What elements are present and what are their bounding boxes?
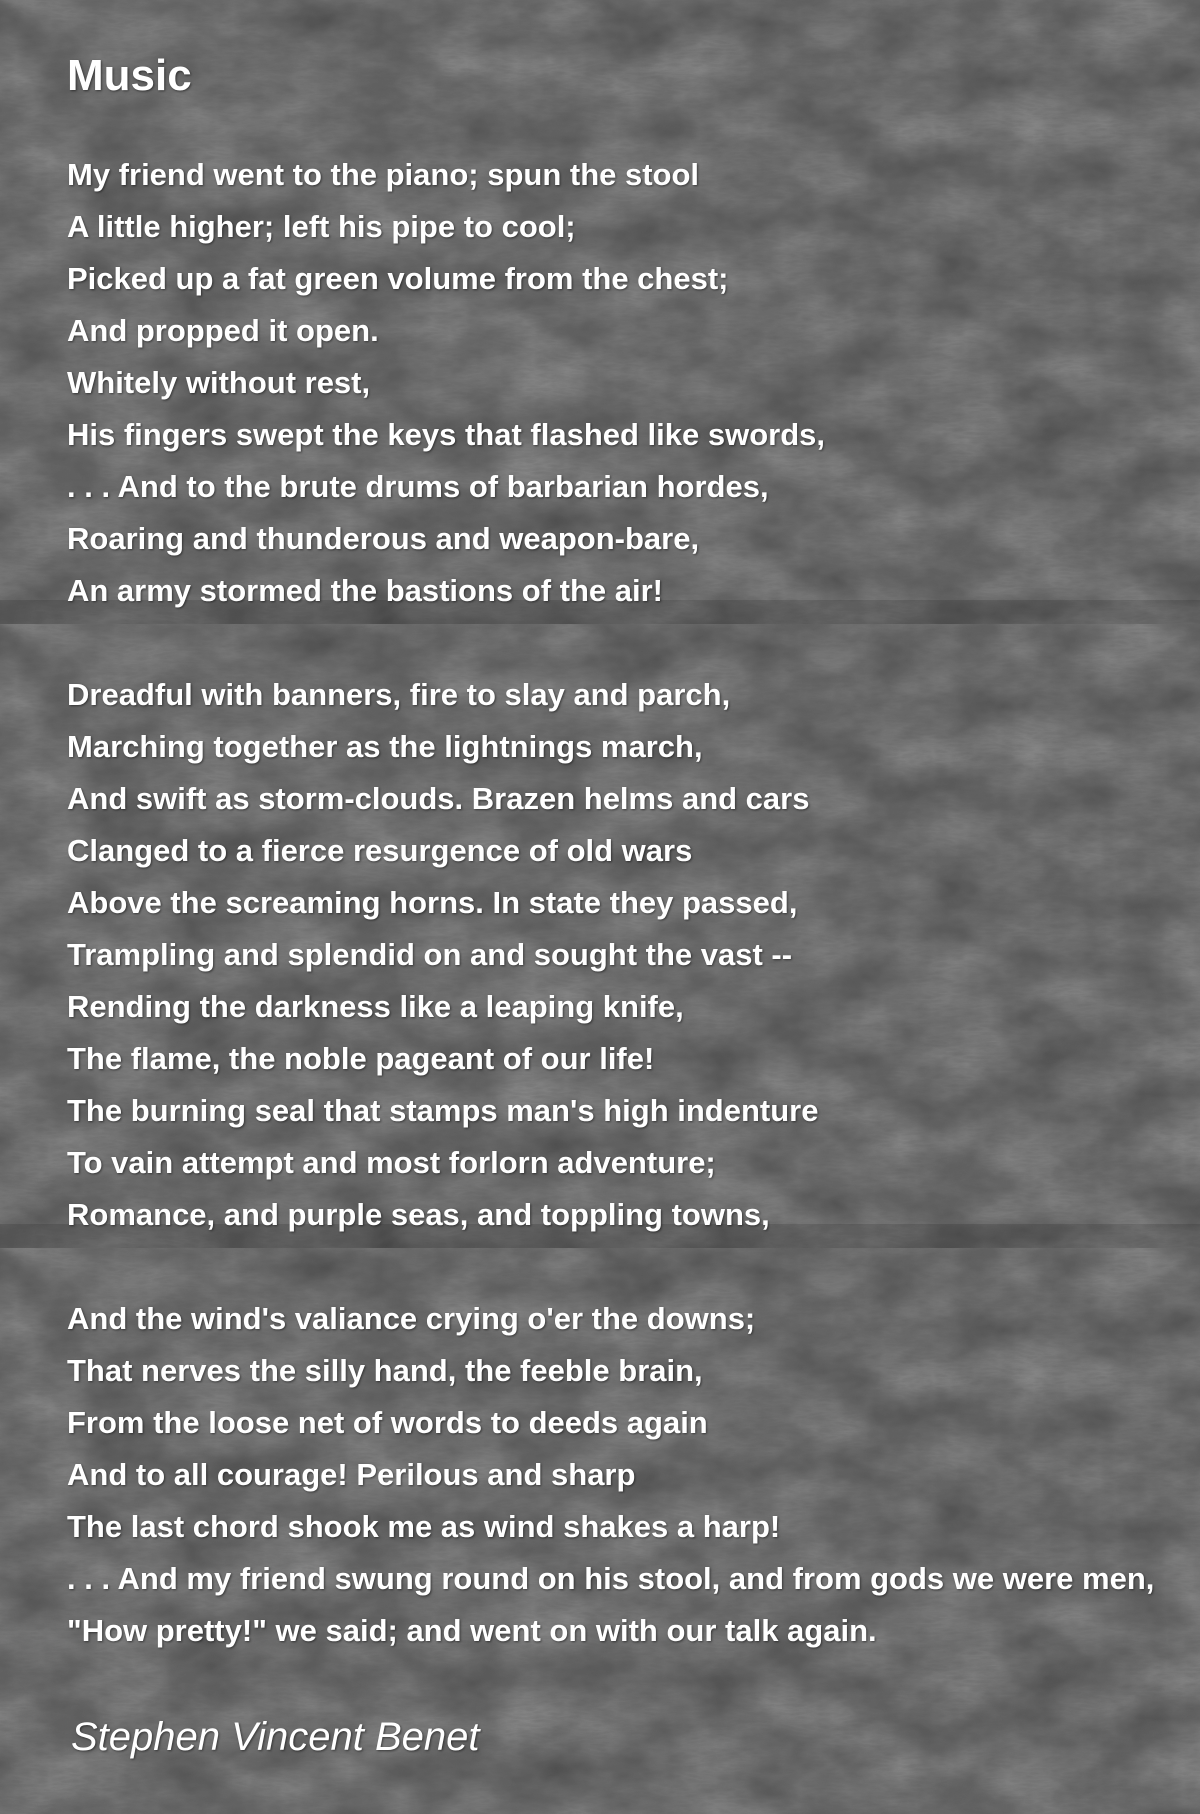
poem-line: From the loose net of words to deeds again [67,1405,708,1440]
poem-line: To vain attempt and most forlorn adventure; [67,1145,716,1180]
poem-line: . . . And my friend swung round on his stool, and from gods we were men, [67,1561,1155,1596]
poem-line: Rending the darkness like a leaping knife, [67,989,684,1024]
poem-line: That nerves the silly hand, the feeble brain, [67,1353,703,1388]
poem-title: Music [67,51,192,100]
poem-line: The flame, the noble pageant of our life! [67,1041,655,1076]
poem-line: Romance, and purple seas, and toppling towns, [67,1197,770,1232]
poem-author: Stephen Vincent Benet [71,1715,480,1759]
poem-line: My friend went to the piano; spun the stool [67,157,700,192]
poem-line: Marching together as the lightnings march, [67,729,703,764]
poem-line: Dreadful with banners, fire to slay and parch, [67,677,731,712]
poem-line: And to all courage! Perilous and sharp [67,1457,636,1492]
poem-line: An army stormed the bastions of the air! [67,573,663,608]
poem-line: The last chord shook me as wind shakes a harp! [67,1509,781,1544]
poem-stanza [67,669,818,1241]
poem-stanza [67,149,825,617]
poem-line: His fingers swept the keys that flashed like swords, [67,417,826,452]
poem-stanza [67,1293,1154,1657]
poem-line: "How pretty!" we said; and went on with our talk again. [67,1613,877,1648]
poem-line: And the wind's valiance crying o'er the downs; [67,1301,756,1336]
poem-line: Picked up a fat green volume from the chest; [67,261,729,296]
poem-line: And propped it open. [67,313,379,348]
poem-line: . . . And to the brute drums of barbarian hordes, [67,469,769,504]
poem-line: Whitely without rest, [67,365,371,400]
poem-line: And swift as storm-clouds. Brazen helms and cars [67,781,810,816]
poem-line: A little higher; left his pipe to cool; [67,209,576,244]
poem-line: Trampling and splendid on and sought the vast -- [67,937,793,972]
poem-line: Roaring and thunderous and weapon-bare, [67,521,700,556]
poem-line: Clanged to a fierce resurgence of old wars [67,833,693,868]
poem-line: Above the screaming horns. In state they passed, [67,885,798,920]
poem-line: The burning seal that stamps man's high indenture [67,1093,819,1128]
